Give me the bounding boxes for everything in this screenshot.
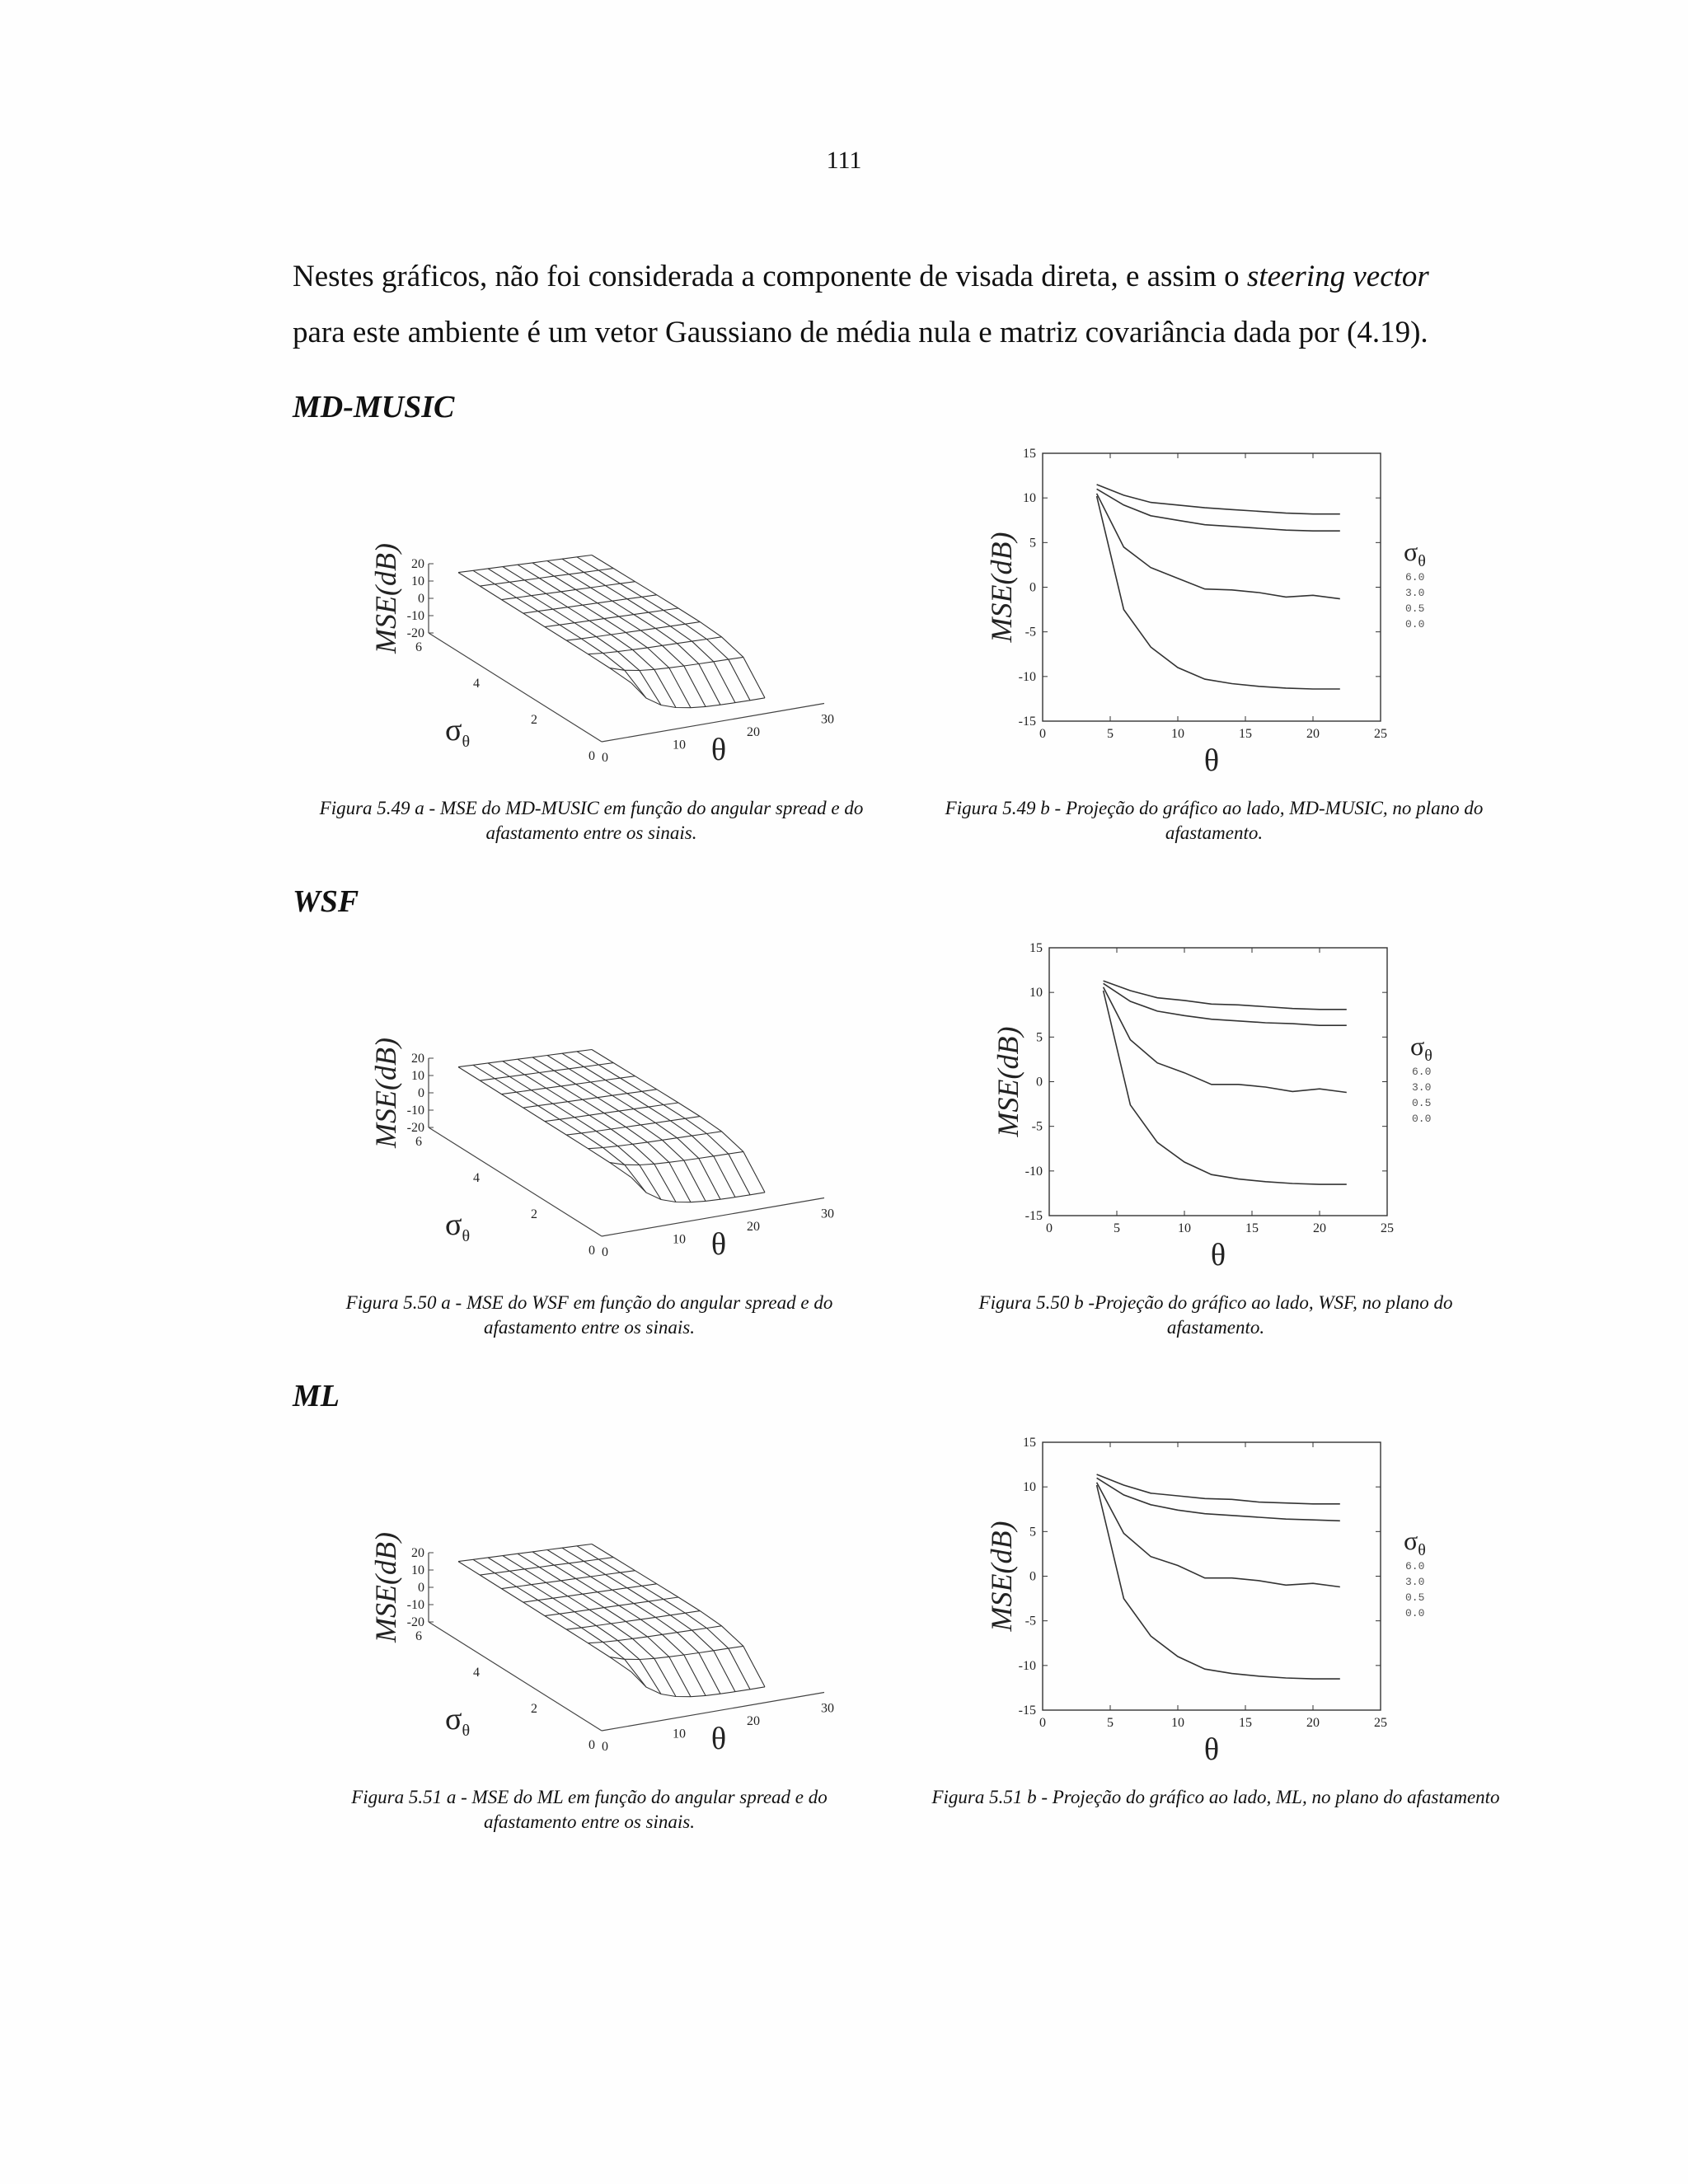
y-tick-label: 0 [1029,580,1036,595]
mesh-line-theta [562,1548,735,1691]
z-axis-label: MSE(dB) [369,1038,402,1148]
y-tick-label: -10 [1018,1658,1036,1673]
legend-title: $\sigma_\theta$ [1410,1031,1432,1065]
mesh-line-sigma [545,1597,678,1616]
z-tick-label: -10 [406,609,424,623]
mesh-line-theta [547,1550,720,1694]
sigma-axis-label: $\sigma_\theta$ [445,1702,471,1740]
caption-5-49-b: Figura 5.49 b - Projeção do gráfico ao lado, MD-MUSIC, no plano do afastamento. [945,798,1484,843]
surface-figure-wsf [363,989,841,1269]
z-tick-label: 0 [418,1581,424,1595]
y-tick-label: 15 [1023,1436,1036,1450]
mesh-line-theta [532,1552,706,1695]
x-tick-label: 25 [1381,1221,1394,1235]
sigma-tick-label: 4 [473,1171,480,1185]
line-chart-md-music [981,433,1459,787]
legend-entry-0.0: 0.0 [1405,618,1425,630]
sigma-tick-label: 6 [415,1629,422,1643]
z-tick-label: -20 [406,1121,424,1135]
y-tick-label: -15 [1018,1704,1036,1718]
z-tick-label: 10 [411,1563,424,1577]
caption-5-51-b: Figura 5.51 b - Projeção do gráfico ao lado, ML, no plano do afastamento [931,1787,1500,1807]
theta-tick-label: 20 [747,725,760,739]
mesh-line-sigma [523,1090,657,1108]
mesh-line-sigma [545,1103,678,1122]
sigma-tick-label: 6 [415,640,422,654]
mesh-line-sigma [458,555,592,573]
mesh-line-theta [577,557,750,701]
sigma-tick-label: 0 [588,1738,595,1752]
legend-entry-6.0: 6.0 [1405,571,1425,583]
z-tick-label: 20 [411,1546,424,1560]
mesh-line-theta [458,1067,631,1178]
legend-entry-6.0: 6.0 [1405,1560,1425,1572]
y-tick-label: 15 [1029,941,1043,955]
y-tick-label: 0 [1036,1075,1043,1090]
y-tick-label: -10 [1025,1164,1043,1179]
mesh-line-sigma [631,1178,765,1202]
z-tick-label: 0 [418,592,424,606]
surface-figure-md-music [363,494,841,775]
x-tick-label: 5 [1107,1716,1114,1730]
z-tick-label: -20 [406,626,424,640]
mesh-line-theta [592,555,765,698]
mesh-line-sigma [502,582,635,600]
x-tick-label: 10 [1178,1221,1191,1235]
x-tick-label: 15 [1239,727,1252,741]
y-tick-label: 5 [1029,536,1036,551]
x-tick-label: 10 [1171,727,1184,741]
theta-tick-label: 20 [747,1220,760,1234]
x-tick-label: 10 [1171,1716,1184,1730]
mesh-line-theta [458,1562,631,1672]
legend-entry-3.0: 3.0 [1405,1576,1425,1588]
x-tick-label: 25 [1374,1716,1387,1730]
sigma-tick-label: 2 [531,1702,537,1716]
x-tick-label: 15 [1245,1221,1259,1235]
theta-tick-label: 30 [821,1207,834,1221]
y-tick-label: -10 [1018,669,1036,684]
legend-entry-0.5: 0.5 [1405,602,1425,615]
mesh-line-theta [592,1050,765,1193]
line-chart-ml [981,1422,1459,1776]
y-tick-label: -15 [1025,1209,1043,1223]
theta-tick-label: 0 [602,1245,608,1259]
legend-entry-6.0: 6.0 [1412,1066,1432,1078]
theta-tick-label: 10 [673,1727,686,1741]
legend-entry-0.0: 0.0 [1405,1607,1425,1619]
mesh-line-theta [473,1559,646,1687]
z-tick-label: -10 [406,1598,424,1612]
mesh-line-sigma [480,1558,613,1576]
y-axis-label: MSE(dB) [985,532,1018,643]
y-axis-label: MSE(dB) [992,1026,1025,1137]
sigma-axis-label: $\sigma_\theta$ [445,713,471,751]
section-title-wsf: WSF [293,884,359,919]
caption-5-49-a: Figura 5.49 a - MSE do MD-MUSIC em função do angular spread e do afastamento entre os sinais. [319,798,864,843]
mesh-line-theta [532,1057,706,1202]
caption-5-50-a: Figura 5.50 a - MSE do WSF em função do angular spread e do afastamento entre os sinais. [345,1292,833,1338]
line-chart-wsf [987,927,1465,1282]
x-axis-label: θ [1210,1238,1226,1272]
mesh-line-sigma [458,1544,592,1562]
x-axis-label: θ [1203,743,1220,778]
surface-mesh [458,1050,765,1202]
legend-title: $\sigma_\theta$ [1404,1526,1426,1559]
z-tick-label: 10 [411,1069,424,1083]
x-axis-label: θ [1203,1732,1220,1767]
mesh-line-sigma [588,1132,722,1149]
legend-title: $\sigma_\theta$ [1404,537,1426,570]
z-axis-label: MSE(dB) [369,1532,402,1643]
intro-paragraph [293,249,1488,361]
mesh-line-theta [592,1544,765,1687]
section-title-md-music: MD-MUSIC [293,390,455,424]
series-line-6.0 [1097,485,1340,514]
paragraph-text-2: para este ambiente é um vetor Gaussiano de média nula e matriz covariância dada por (4.19). [293,316,1428,349]
mesh-line-sigma [502,1076,635,1094]
y-tick-label: 10 [1023,1480,1036,1495]
theta-tick-label: 0 [602,1740,608,1754]
sigma-tick-label: 6 [415,1135,422,1149]
x-tick-label: 15 [1239,1716,1252,1730]
theta-axis-label: θ [710,1227,727,1262]
paragraph-text-1: Nestes gráficos, não foi considerada a componente de visada direta, e assim o [293,260,1247,293]
mesh-line-theta [562,1053,735,1197]
series-line-3.0 [1097,489,1340,531]
x-tick-label: 5 [1107,727,1114,741]
mesh-line-theta [458,573,631,683]
sigma-axis-label: $\sigma_\theta$ [445,1207,471,1245]
mesh-line-sigma [458,1050,592,1067]
series-line-6.0 [1097,1474,1340,1504]
mesh-line-sigma [523,595,657,613]
legend-entry-3.0: 3.0 [1412,1081,1432,1094]
mesh-line-theta [547,561,720,705]
mesh-line-sigma [588,1626,722,1643]
mesh-line-theta [473,570,646,698]
mesh-line-sigma [523,1584,657,1602]
mesh-line-sigma [545,608,678,627]
mesh-line-sigma [631,683,765,708]
section-title-ml: ML [293,1379,340,1413]
theta-tick-label: 30 [821,712,834,727]
mesh-line-sigma [631,1672,765,1697]
theta-tick-label: 20 [747,1714,760,1728]
legend-entry-0.0: 0.0 [1412,1113,1432,1125]
mesh-line-sigma [502,1571,635,1589]
legend-entry-0.5: 0.5 [1405,1591,1425,1604]
legend-entry-0.5: 0.5 [1412,1097,1432,1109]
z-tick-label: -20 [406,1615,424,1629]
x-tick-label: 0 [1039,727,1046,741]
mesh-line-theta [562,559,735,702]
paragraph-italic-term: steering vector [1246,260,1429,293]
sigma-tick-label: 4 [473,677,480,691]
theta-tick-label: 10 [673,738,686,752]
surface-mesh [458,555,765,708]
mesh-line-theta [473,1065,646,1193]
z-tick-label: 0 [418,1086,424,1100]
y-tick-label: -5 [1025,625,1036,640]
legend-entry-3.0: 3.0 [1405,587,1425,599]
sigma-tick-label: 4 [473,1666,480,1680]
x-tick-label: 20 [1306,727,1320,741]
theta-axis-label: θ [710,1722,727,1756]
sigma-tick-label: 0 [588,1244,595,1258]
mesh-line-theta [547,1056,720,1200]
x-tick-label: 25 [1374,727,1387,741]
x-tick-label: 20 [1306,1716,1320,1730]
page-number: 111 [826,147,862,174]
y-axis-label: MSE(dB) [985,1521,1018,1632]
sigma-tick-label: 2 [531,1207,537,1221]
x-tick-label: 0 [1039,1716,1046,1730]
caption-5-51-a: Figura 5.51 a - MSE do ML em função do angular spread e do afastamento entre os sinais. [351,1787,828,1832]
y-tick-label: -5 [1025,1614,1036,1629]
theta-axis-label: θ [710,733,727,767]
y-tick-label: 0 [1029,1569,1036,1584]
y-tick-label: 10 [1023,491,1036,506]
y-tick-label: 15 [1023,447,1036,461]
mesh-line-theta [577,1546,750,1690]
sigma-tick-label: 2 [531,713,537,727]
surface-figure-ml [363,1483,841,1764]
sigma-tick-label: 0 [588,749,595,763]
mesh-line-sigma [480,569,613,587]
z-tick-label: 10 [411,574,424,588]
y-tick-label: 5 [1036,1030,1043,1045]
caption-5-50-b: Figura 5.50 b -Projeção do gráfico ao lado, WSF, no plano do afastamento. [978,1292,1453,1338]
mesh-line-sigma [480,1063,613,1081]
theta-tick-label: 0 [602,751,608,765]
mesh-line-theta [532,563,706,707]
y-tick-label: -5 [1031,1119,1043,1134]
z-axis-label: MSE(dB) [369,543,402,654]
z-tick-label: 20 [411,557,424,571]
z-tick-label: -10 [406,1104,424,1118]
y-tick-label: 5 [1029,1525,1036,1540]
y-tick-label: -15 [1018,715,1036,729]
y-tick-label: 10 [1029,986,1043,1001]
mesh-line-sigma [588,637,722,654]
mesh-line-theta [577,1052,750,1195]
z-tick-label: 20 [411,1052,424,1066]
theta-tick-label: 10 [673,1232,686,1247]
x-tick-label: 5 [1114,1221,1120,1235]
surface-mesh [458,1544,765,1697]
series-line-0.5 [1104,987,1347,1093]
x-tick-label: 20 [1313,1221,1326,1235]
theta-tick-label: 30 [821,1701,834,1716]
x-tick-label: 0 [1046,1221,1053,1235]
